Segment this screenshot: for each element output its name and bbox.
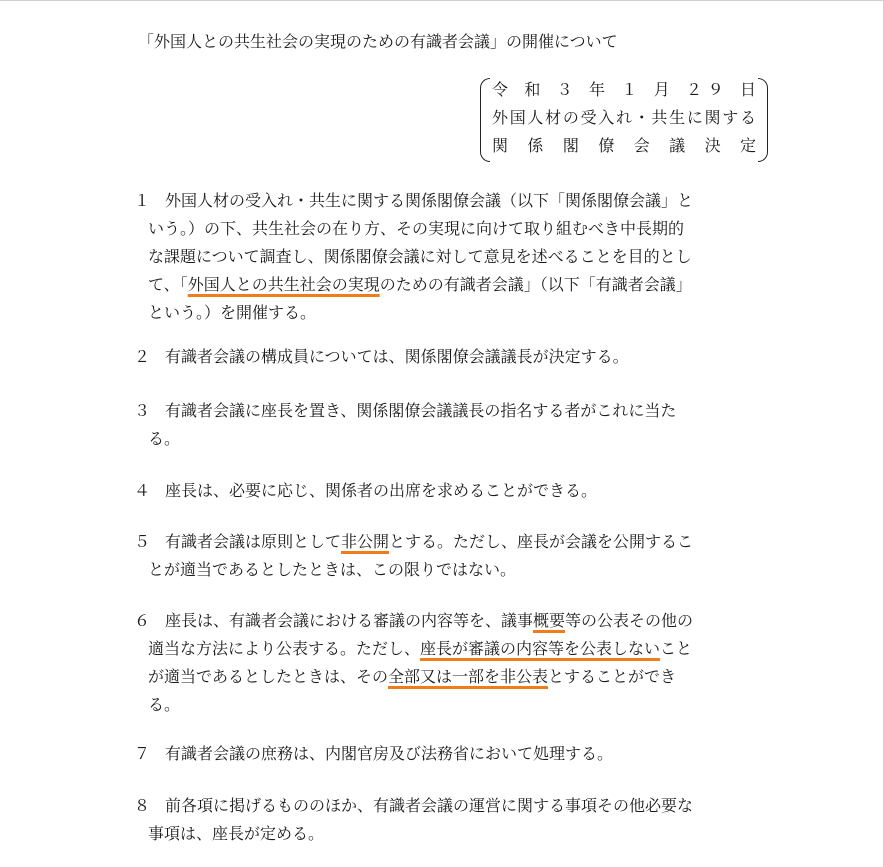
highlighted-phrase: 非公開 bbox=[341, 532, 390, 551]
clause-text: 有識者会議に座長を置き、関係閣僚会議議長の指名する者がこれに当た bbox=[165, 401, 677, 420]
highlighted-phrase: 全部又は一部を非公表 bbox=[388, 667, 549, 686]
decision-date: 令 和 ３ 年 １ 月 ２９ 日 bbox=[492, 80, 756, 99]
clause-text: のための有識者会議」（以下「有識者会議」 bbox=[379, 275, 692, 294]
clause-text: いう。）の下、共生社会の在り方、その実現に向けて取り組むべき中長期的 bbox=[148, 219, 685, 238]
clause-text: 座長は、必要に応じ、関係者の出席を求めることができる。 bbox=[165, 481, 598, 500]
clause-number: ２ bbox=[134, 347, 151, 366]
clause-number: １ bbox=[134, 191, 151, 210]
document-title: 「外国人との共生社会の実現のための有識者会議」の開催について bbox=[138, 32, 618, 51]
clause-text: 有識者会議の構成員については、関係閣僚会議議長が決定する。 bbox=[165, 347, 629, 366]
highlighted-phrase: 座長が審議の内容等を公表しない bbox=[420, 639, 661, 658]
clause-4 bbox=[134, 477, 752, 505]
clause-text: 事項は、座長が定める。 bbox=[148, 824, 325, 843]
clause-1 bbox=[134, 187, 752, 327]
clause-text: な課題について調査し、関係閣僚会議に対して意見を述べることを目的とし bbox=[148, 247, 692, 266]
clause-text: こと bbox=[660, 639, 693, 658]
clause-text: る。 bbox=[148, 695, 181, 714]
clause-7 bbox=[134, 740, 752, 768]
clause-text: 有識者会議の庶務は、内閣官房及び法務省において処理する。 bbox=[165, 744, 614, 763]
clause-2 bbox=[134, 343, 752, 371]
clause-number: ３ bbox=[134, 401, 151, 420]
clause-number: ７ bbox=[134, 744, 151, 763]
highlighted-phrase: 外国人との共生社会の実現 bbox=[187, 275, 380, 294]
clause-number: ６ bbox=[134, 611, 151, 630]
decision-org: 外国人材の受入れ・共生に関する bbox=[492, 108, 756, 127]
clause-text: る。 bbox=[148, 429, 181, 448]
clause-text: 座長は、有識者会議における審議の内容等を、議事 bbox=[165, 611, 534, 630]
clause-3 bbox=[134, 397, 752, 453]
decision-type: 関 係 閣 僚 会 議 決 定 bbox=[492, 136, 756, 155]
clause-text: とする。ただし、座長が会議を公開するこ bbox=[389, 532, 694, 551]
decision-block bbox=[480, 78, 768, 162]
clause-text: 適当な方法により公表する。ただし、 bbox=[148, 639, 421, 658]
right-bracket bbox=[758, 78, 768, 162]
clause-number: ８ bbox=[134, 796, 151, 815]
clause-text: 前各項に掲げるもののほか、有識者会議の運営に関する事項その他必要な bbox=[165, 796, 694, 815]
clause-number: ５ bbox=[134, 532, 151, 551]
left-bracket bbox=[480, 78, 490, 162]
clause-text: 有識者会議は原則として bbox=[165, 532, 342, 551]
highlighted-phrase: 概要 bbox=[533, 611, 566, 630]
clause-text: 外国人材の受入れ・共生に関する関係閣僚会議（以下「関係閣僚会議」と bbox=[165, 191, 694, 210]
clause-text: という。）を開催する。 bbox=[148, 303, 317, 322]
clause-text: 等の公表その他の bbox=[565, 611, 694, 630]
clause-text: て、「 bbox=[148, 275, 188, 294]
clause-text: とが適当であるとしたときは、この限りではない。 bbox=[148, 560, 517, 579]
clause-8 bbox=[134, 792, 752, 848]
clause-5 bbox=[134, 528, 752, 584]
clause-6 bbox=[134, 607, 752, 719]
clause-number: ４ bbox=[134, 481, 151, 500]
clause-text: とすることができ bbox=[548, 667, 677, 686]
clause-text: が適当であるとしたときは、その bbox=[148, 667, 389, 686]
